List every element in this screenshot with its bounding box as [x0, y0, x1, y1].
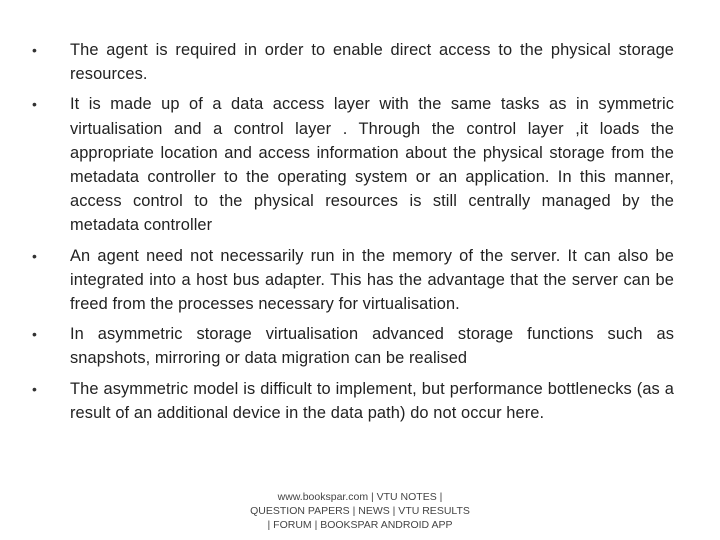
- footer-line-3: | FORUM | BOOKSPAR ANDROID APP: [267, 519, 453, 531]
- bullet-item-1: [32, 38, 674, 86]
- bullet-text: The agent is required in order to enable direct access to the physical storage resources.: [70, 41, 674, 84]
- bullet-marker: •: [32, 42, 38, 58]
- bullet-marker: •: [32, 380, 38, 397]
- footer-line-2: QUESTION PAPERS | NEWS | VTU RESULTS: [250, 505, 470, 517]
- footer: [230, 490, 490, 532]
- bullet-text: An agent need not necessarily run in the memory of the server. It can also be integrated into a host bus adapter. This has the advantage that the server can be freed from the processes necessary for virtualisation.: [70, 246, 674, 314]
- bullet-item-3: [32, 244, 674, 317]
- bullet-text: In asymmetric storage virtualisation advanced storage functions such as snapshots, mirroring or data migration can be realised: [70, 325, 674, 368]
- bullet-marker: •: [32, 247, 38, 264]
- bullet-item-2: [32, 92, 674, 237]
- bullet-text: It is made up of a data access layer with the same tasks as in symmetric virtualisation and a control layer . Through the control layer ,it loads the appropriate location and access information about the physical storage from the metadata controller to the operating system or an application. In this manner, access control to the physical resources is still centrally managed by the metadata controller: [70, 95, 674, 235]
- bullet-item-5: [32, 377, 674, 425]
- bullet-item-4: [32, 322, 674, 370]
- bullet-list: [32, 38, 674, 431]
- bullet-text: The asymmetric model is difficult to implement, but performance bottlenecks (as a result of an additional device in the data path) do not occur here.: [70, 379, 674, 422]
- bullet-marker: •: [32, 326, 38, 343]
- footer-line-1: www.bookspar.com | VTU NOTES |: [277, 491, 443, 503]
- bullet-marker: •: [32, 96, 38, 113]
